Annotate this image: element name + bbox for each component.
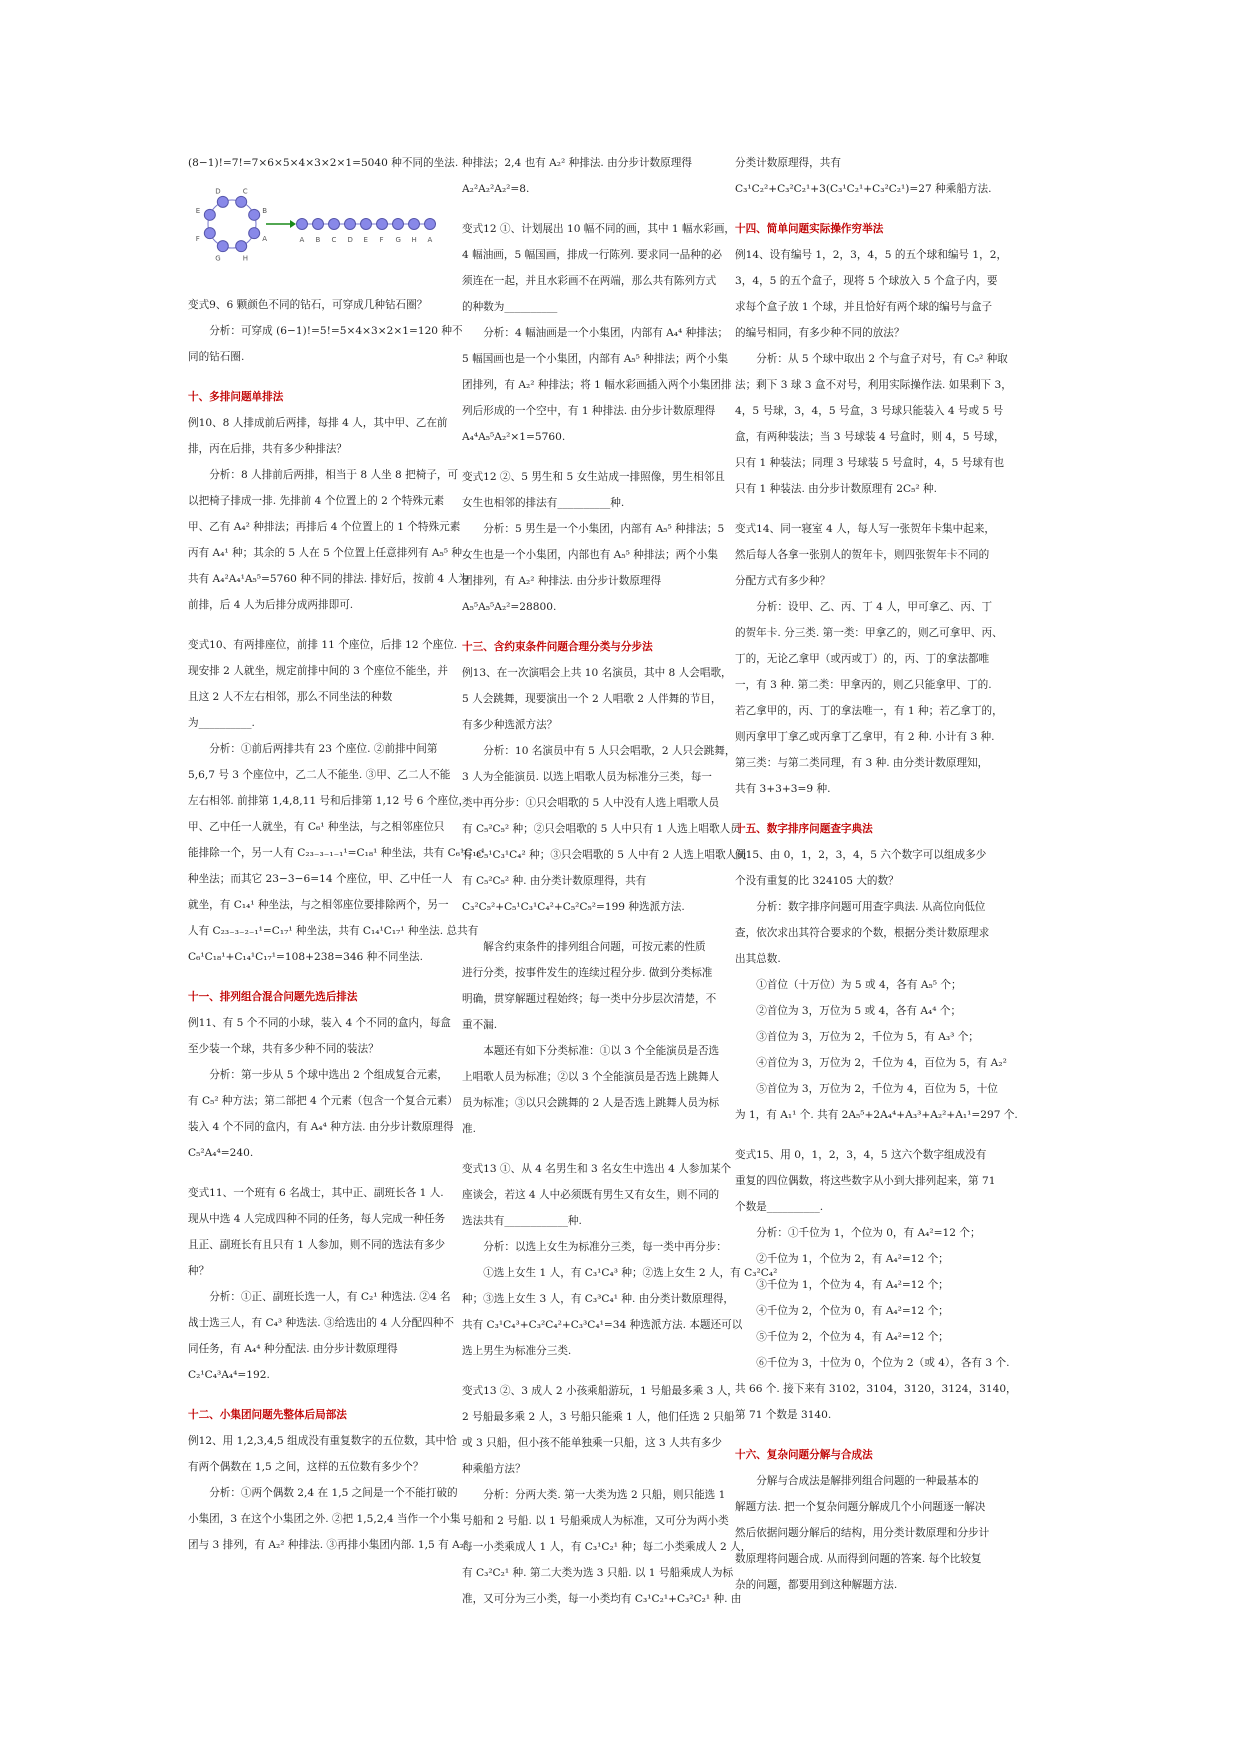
spacer (462, 1142, 734, 1156)
section-heading: 十三、含约束条件问题合理分类与分步法 (462, 641, 653, 653)
text-line: 盒，有两种装法；当 3 号球装 4 号盒时，则 4，5 号球， (735, 431, 1005, 443)
text-line: 装入 4 个不同的盒内，有 A₄⁴ 种方法. 由分步计数原理得 (188, 1121, 454, 1133)
spacer (462, 450, 734, 464)
spacer (462, 202, 734, 216)
spacer (462, 1364, 734, 1378)
bead-label: B (262, 207, 268, 216)
text-line: 分析：8 人排前后两排，相当于 8 人坐 8 把椅子，可 (209, 469, 459, 481)
text-line: 的编号相同，有多少种不同的放法？ (735, 327, 905, 339)
text-line: 变式13 ①、从 4 名男生和 3 名女生中选出 4 人参加某个 (462, 1163, 732, 1175)
text-line: 数原理将问题合成. 从而得到问题的答案. 每个比较复 (735, 1553, 982, 1565)
text-line: 至少装一个球，共有多少种不同的装法？ (188, 1043, 379, 1055)
text-line: 同的钻石圈. (188, 351, 245, 363)
text-line: ②首位为 3，万位为 5 或 4，各有 A₄⁴ 个； (756, 1005, 962, 1017)
text-line: 分配方式有多少种？ (735, 575, 831, 587)
text-line: 变式15、用 0，1，2，3，4，5 这六个数字组成没有 (735, 1149, 987, 1161)
chain-bead (297, 219, 308, 230)
text-line: 明确，贯穿解题过程始终；每一类中分步层次清楚，不 (462, 993, 717, 1005)
text-line: 分析：5 男生是一个小集团，内部有 A₅⁵ 种排法；5 (483, 523, 725, 535)
text-line: 或 3 只船，但小孩不能单独乘一只船，这 3 人共有多少 (462, 1437, 723, 1449)
text-line: 例15、由 0，1，2，3，4，5 六个数字可以组成多少 (735, 849, 987, 861)
text-line: A₂²A₂²A₂²=8. (462, 183, 530, 195)
text-line: 列后形成的一个空中，有 1 种排法. 由分步计数原理得 (462, 405, 716, 417)
text-line: 重不漏. (462, 1019, 498, 1031)
chain-label: G (395, 236, 401, 244)
text-line: 变式9、6 颗颜色不同的钻石，可穿成几种钻石圈？ (188, 299, 428, 311)
text-line: C₃²C₅²+C₅¹C₃¹C₄²+C₅²C₅²=199 种选派方法. (462, 901, 685, 913)
text-line: 上唱歌人员为标准；②以 3 个全能演员是否选上跳舞人 (462, 1071, 720, 1083)
text-line: 能排除一个，另一人有 C₂₃₋₃₋₁₋₁¹=C₁₈¹ 种坐法，共有 C₆¹C₁₈¹ (188, 847, 486, 859)
text-line: 只有 1 种装法. 由分步计数原理有 2C₅² 种. (735, 483, 937, 495)
text-line: 2 号船最多乘 2 人，3 号船只能乘 1 人，他们任选 2 只船 (462, 1411, 735, 1423)
text-line: 本题还有如下分类标准：①以 3 个全能演员是否选 (483, 1045, 720, 1057)
text-line: 个数是__________. (735, 1201, 824, 1213)
text-line: 例10、8 人排成前后两排，每排 4 人，其中甲、乙在前 (188, 417, 448, 429)
bead-label: A (262, 234, 268, 243)
text-line: 有 C₅²C₅² 种；②只会唱歌的 5 人中只有 1 人选上唱歌人员 (462, 823, 741, 835)
text-line: 分析：从 5 个球中取出 2 个与盒子对号，有 C₅² 种取 (756, 353, 1008, 365)
text-line: 例14、设有编号 1，2，3，4，5 的五个球和编号 1，2， (735, 249, 1008, 261)
text-line: 变式13 ②、3 成人 2 小孩乘船游玩，1 号船最多乘 3 人， (462, 1385, 738, 1397)
chain-bead (377, 219, 388, 230)
text-line: 共 66 个. 接下来有 3102，3104，3120，3124，3140， (735, 1383, 1017, 1395)
text-line: 解含约束条件的排列组合问题，可按元素的性质 (483, 941, 706, 953)
chain-label: F (379, 236, 384, 244)
text-line: 法；剩下 3 球 3 盒不对号，利用实际操作法. 如果剩下 3， (735, 379, 1012, 391)
text-line: 查，依次求出其符合要求的个数，根据分类计数原理求 (735, 927, 990, 939)
chain-bead (425, 219, 436, 230)
chain-bead (409, 219, 420, 230)
text-line: 分析：数字排序问题可用查字典法. 从高位向低位 (756, 901, 986, 913)
chain-label: B (315, 236, 321, 244)
section-heading: 十四、简单问题实际操作穷举法 (735, 223, 884, 235)
text-line: ⑥千位为 3，十位为 0，个位为 2（或 4），各有 3 个. (756, 1357, 1010, 1369)
text-line: 且这 2 人不左右相邻，那么不同坐法的种数 (188, 691, 393, 703)
text-line: 左右相邻. 前排第 1,4,8,11 号和后排第 1,12 号 6 个座位， (188, 795, 470, 807)
text-line: 解题方法. 把一个复杂问题分解成几个小问题逐一解决 (735, 1501, 986, 1513)
bead (204, 209, 215, 220)
text-line: A₅⁵A₅⁵A₂²=28800. (462, 601, 557, 613)
text-line: C₃¹C₂²+C₃²C₂¹+3(C₃¹C₂¹+C₃²C₂¹)=27 种乘船方法. (735, 183, 992, 195)
text-line: 类中再分步：①只会唱歌的 5 人中没有人选上唱歌人员 (462, 797, 720, 809)
text-line: 选上男生为标准分三类. (462, 1345, 572, 1357)
text-line: 分类计数原理得，共有 (735, 157, 841, 169)
chain-bead (329, 219, 340, 230)
text-line: 分解与合成法是解排列组合问题的一种最基本的 (756, 1475, 979, 1487)
text-line: 分析：①正、副班长选一人，有 C₂¹ 种选法. ②4 名 (209, 1291, 451, 1303)
text-line: 杂的问题，都要用到这种解题方法. (735, 1579, 898, 1591)
text-line: 3，4，5 的五个盒子，现将 5 个球放入 5 个盒子内，要 (735, 275, 998, 287)
text-line: 为__________. (188, 717, 255, 729)
text-line: ④首位为 3，万位为 2，千位为 4，百位为 5，有 A₂² (756, 1057, 1007, 1069)
text-line: 分析：可穿成 (6−1)!=5!=5×4×3×2×1=120 种不 (209, 325, 463, 337)
text-line: 号船和 2 号船. 以 1 号船乘成人为标准，又可分为两小类 (462, 1515, 729, 1527)
spacer (735, 1428, 1013, 1442)
text-line: 分析：①千位为 1，个位为 0，有 A₄²=12 个； (756, 1227, 981, 1239)
text-line: ⑤首位为 3，万位为 2，千位为 4，百位为 5，十位 (756, 1083, 998, 1095)
bead (204, 228, 215, 239)
text-line: C₆¹C₁₈¹+C₁₄¹C₁₇¹=108+238=346 种不同坐法. (188, 951, 424, 963)
text-line: 种；③选上女生 3 人，有 C₃³C₄¹ 种. 由分类计数原理得， (462, 1293, 735, 1305)
text-line: 求每个盒子放 1 个球，并且恰好有两个球的编号与盒子 (735, 301, 993, 313)
text-line: 个没有重复的比 324105 大的数？ (735, 875, 899, 887)
text-line: 为 1，有 A₁¹ 个. 共有 2A₅⁵+2A₄⁴+A₃³+A₂²+A₁¹=297 个. (735, 1109, 1018, 1121)
text-line: 共有 C₃¹C₄³+C₃²C₄²+C₃³C₄¹=34 种选派方法. 本题还可以 (462, 1319, 743, 1331)
text-line: 3 人为全能演员. 以选上唱歌人员为标准分三类，每一 (462, 771, 712, 783)
text-line: 团与 3 排列，有 A₂² 种排法. ③再排小集团内部. 1,5 有 A₂² (188, 1539, 469, 1551)
chain-label: C (331, 236, 337, 244)
bead (236, 196, 247, 207)
text-line: 分析：分两大类. 第一大类为选 2 只船，则只能选 1 (483, 1489, 726, 1501)
text-line: 第 71 个数是 3140. (735, 1409, 832, 1421)
text-line: 的种数为__________ (462, 301, 558, 313)
bead-label: G (215, 254, 221, 263)
text-line: 5,6,7 号 3 个座位中，乙二人不能坐. ③甲、乙二人不能 (188, 769, 451, 781)
text-line: 准. (462, 1123, 476, 1135)
text-line: 变式12 ②、5 男生和 5 女生站成一排照像，男生相邻且 (462, 471, 725, 483)
text-line: 共有 A₄²A₄¹A₅⁵=5760 种不同的排法. 排好后，按前 4 人为 (188, 573, 469, 585)
text-line: 变式12 ①、计划展出 10 幅不同的画，其中 1 幅水彩画， (462, 223, 736, 235)
spacer (735, 202, 1013, 216)
chain-label: E (363, 236, 368, 244)
text-line: 例11、有 5 个不同的小球，装入 4 个不同的盒内，每盒 (188, 1017, 451, 1029)
text-line: 种坐法；而其它 23−3−6=14 个座位，甲、乙中任一人 (188, 873, 453, 885)
text-line: 前排，后 4 人为后排分成两排即可. (188, 599, 354, 611)
text-line: 有 C₅² 种方法；第二部把 4 个元素（包含一个复合元素） (188, 1095, 458, 1107)
text-line: 变式11、一个班有 6 名战士，其中正、副班长各 1 人. (188, 1187, 444, 1199)
text-line: 有 C₃²C₂¹ 种. 第二大类为选 3 只船. 以 1 号船乘成人为标 (462, 1567, 734, 1579)
text-line: 一，有 3 种. 第二类：甲拿丙的，则乙只能拿甲、丁的. (735, 679, 992, 691)
bead (249, 228, 260, 239)
text-line: 变式10、有两排座位，前排 11 个座位，后排 12 个座位. (188, 639, 458, 651)
text-line: 女生也相邻的排法有__________种. (462, 497, 625, 509)
text-line: 种排法；2,4 也有 A₂² 种排法. 由分步计数原理得 (462, 157, 692, 169)
text-line: 小集团，3 在这个小集团之外. ②把 1,5,2,4 当作一个小集 (188, 1513, 461, 1525)
chain-label: A (299, 236, 305, 244)
text-line: 甲、乙有 A₄² 种排法；再排后 4 个位置上的 1 个特殊元素 (188, 521, 461, 533)
text-line: 只有 1 种装法；同理 3 号球装 5 号盒时，4，5 号球有也 (735, 457, 1005, 469)
text-line: 4 幅油画，5 幅国画，排成一行陈列. 要求同一品种的必 (462, 249, 723, 261)
text-line: 同任务，有 A₄⁴ 种分配法. 由分步计数原理得 (188, 1343, 398, 1355)
text-line: C₅²A₄⁴=240. (188, 1147, 254, 1159)
text-line: 分析：设甲、乙、丙、丁 4 人，甲可拿乙、丙、丁 (756, 601, 993, 613)
text-line: 员为标准；③以只会跳舞的 2 人是否选上跳舞人员为标 (462, 1097, 720, 1109)
text-line: 丁的，无论乙拿甲（或丙或丁）的，丙、丁的拿法都唯 (735, 653, 990, 665)
bead (217, 241, 228, 252)
spacer (188, 1166, 462, 1180)
text-line: 进行分类，按事件发生的连续过程分步. 做到分类标准 (462, 967, 713, 979)
text-line: 有两个偶数在 1,5 之间，这样的五位数有多少个？ (188, 1461, 424, 1473)
text-line: 座谈会，若这 4 人中必须既有男生又有女生，则不同的 (462, 1189, 720, 1201)
text-line: 团排列，有 A₂² 种排法；将 1 幅水彩画插入两个小集团排 (462, 379, 732, 391)
text-line: 分析：4 幅油画是一个小集团，内部有 A₄⁴ 种排法； (483, 327, 729, 339)
chain-label: A (427, 236, 433, 244)
text-line: 分析：以选上女生为标准分三类，每一类中再分步： (483, 1241, 727, 1253)
text-line: ③首位为 3，万位为 2，千位为 5，有 A₃³ 个； (756, 1031, 979, 1043)
text-line: 例13、在一次演唱会上共 10 名演员，其中 8 人会唱歌， (462, 667, 732, 679)
text-line: ⑤千位为 2，个位为 4，有 A₄²=12 个； (756, 1331, 949, 1343)
arrow-head (290, 220, 296, 228)
text-line: 5 幅国画也是一个小集团，内部有 A₅⁵ 种排法；两个小集 (462, 353, 729, 365)
bead-label: E (195, 207, 201, 216)
necklace-ring (208, 200, 256, 248)
text-line: 排，丙在后排，共有多少种排法？ (188, 443, 347, 455)
spacer (188, 1388, 462, 1402)
bead-label: F (195, 234, 200, 243)
section-heading: 十、多排问题单排法 (188, 391, 284, 403)
text-line: 种乘船方法？ (462, 1463, 526, 1475)
chain-bead (393, 219, 404, 230)
text-line: ④千位为 2，个位为 0，有 A₄²=12 个； (756, 1305, 949, 1317)
bead-label: C (242, 187, 248, 196)
text-line: 例12、用 1,2,3,4,5 组成没有重复数字的五位数，其中恰 (188, 1435, 457, 1447)
chain-label: H (411, 236, 417, 244)
text-line: 丙有 A₄¹ 种；其余的 5 人在 5 个位置上任意排列有 A₅⁵ 种. (188, 547, 466, 559)
spacer (188, 618, 462, 632)
text-line: (8−1)!=7!=7×6×5×4×3×2×1=5040 种不同的坐法. (188, 157, 459, 169)
text-line: 有 C₅¹C₃¹C₄² 种；③只会唱歌的 5 人中有 2 人选上唱歌人员 (462, 849, 747, 861)
text-line: 人有 C₂₃₋₃₋₂₋₁¹=C₁₇¹ 种坐法，共有 C₁₄¹C₁₇¹ 种坐法. 总共有 (188, 925, 479, 937)
text-line: 须连在一起，并且水彩画不在两端，那么共有陈列方式 (462, 275, 717, 287)
bead-necklace-diagram (188, 184, 448, 280)
section-heading: 十二、小集团问题先整体后局部法 (188, 1409, 347, 1421)
text-line: 女生也是一个小集团，内部也有 A₅⁵ 种排法；两个小集 (462, 549, 718, 561)
chain-bead (313, 219, 324, 230)
text-line: 然后依据问题分解后的结构，用分类计数原理和分步计 (735, 1527, 990, 1539)
spacer (735, 802, 1013, 816)
text-line: 变式14、同一寝室 4 人，每人写一张贺年卡集中起来， (735, 523, 996, 535)
bead-label: H (242, 254, 249, 263)
text-line: 团排列，有 A₂² 种排法. 由分步计数原理得 (462, 575, 662, 587)
text-line: 然后每人各拿一张别人的贺年卡，则四张贺年卡不同的 (735, 549, 990, 561)
text-line: ①首位（十万位）为 5 或 4，各有 A₅⁵ 个； (756, 979, 962, 991)
text-line: ②千位为 1，个位为 2，有 A₄²=12 个； (756, 1253, 949, 1265)
text-line: 现安排 2 人就坐，规定前排中间的 3 个座位不能坐，并 (188, 665, 449, 677)
text-line: 共有 3+3+3=9 种. (735, 783, 831, 795)
text-line: 就坐，有 C₁₄¹ 种坐法，与之相邻座位要排除两个，另一 (188, 899, 449, 911)
text-line: 现从中选 4 人完成四种不同的任务，每人完成一种任务 (188, 1213, 446, 1225)
text-line: 种？ (188, 1265, 210, 1277)
text-line: 选法共有____________种. (462, 1215, 582, 1227)
chain-label: D (347, 236, 353, 244)
text-line: 准，又可分为三小类，每一小类均有 C₃¹C₂¹+C₃²C₂¹ 种. 由 (462, 1593, 742, 1605)
bead-label: D (215, 187, 221, 196)
bead (217, 196, 228, 207)
text-line: 有 C₅²C₅² 种. 由分类计数原理得，共有 (462, 875, 647, 887)
text-line: 分析：①两个偶数 2,4 在 1,5 之间是一个不能打破的 (209, 1487, 458, 1499)
text-line: 4，5 号球，3，4，5 号盒，3 号球只能装入 4 号或 5 号 (735, 405, 1004, 417)
text-line: 第三类：与第二类同理，有 3 种. 由分类计数原理知， (735, 757, 989, 769)
section-heading: 十一、排列组合混合问题先选后排法 (188, 991, 358, 1003)
spacer (462, 920, 734, 934)
text-line: 甲、乙中任一人就坐，有 C₆¹ 种坐法，与之相邻座位只 (188, 821, 445, 833)
spacer (188, 970, 462, 984)
text-line: ③千位为 1，个位为 4，有 A₄²=12 个； (756, 1279, 949, 1291)
spacer (462, 620, 734, 634)
chain-bead (345, 219, 356, 230)
section-heading: 十六、复杂问题分解与合成法 (735, 1449, 873, 1461)
bead (249, 209, 260, 220)
text-line: 重复的四位偶数，将这些数字从小到大排列起来，第 71 (735, 1175, 996, 1187)
bead (236, 241, 247, 252)
text-line: 若乙拿甲的，丙、丁的拿法唯一，有 1 种；若乙拿丁的， (735, 705, 1003, 717)
text-line: 分析：第一步从 5 个球中选出 2 个组成复合元素， (209, 1069, 449, 1081)
text-line: 有多少种选派方法？ (462, 719, 558, 731)
chain-bead (361, 219, 372, 230)
text-line: ①选上女生 1 人，有 C₃¹C₄³ 种；②选上女生 2 人，有 C₃²C₄² (483, 1267, 778, 1279)
text-line: 分析：①前后两排共有 23 个座位. ②前排中间第 (209, 743, 438, 755)
text-line: C₂¹C₄³A₄⁴=192. (188, 1369, 270, 1381)
text-line: 则丙拿甲丁拿乙或丙拿丁乙拿甲，有 2 种. 小计有 3 种. (735, 731, 995, 743)
spacer (735, 1128, 1013, 1142)
text-line: 每一小类乘成人 1 人，有 C₃¹C₂¹ 种；每二小类乘成人 2 人， (462, 1541, 752, 1553)
text-line: 出其总数. (735, 953, 781, 965)
spacer (735, 502, 1013, 516)
text-line: 5 人会跳舞，现要演出一个 2 人唱歌 2 人伴舞的节目， (462, 693, 722, 705)
text-line: 的贺年卡. 分三类. 第一类：甲拿乙的，则乙可拿甲、丙、 (735, 627, 1003, 639)
spacer (188, 370, 462, 384)
text-line: 分析：10 名演员中有 5 人只会唱歌，2 人只会跳舞， (483, 745, 736, 757)
text-line: 以把椅子排成一排. 先排前 4 个位置上的 2 个特殊元素 (188, 495, 445, 507)
text-line: A₄⁴A₅⁵A₂²×1=5760. (462, 431, 566, 443)
text-line: 战士选三人，有 C₄³ 种选法. ③给选出的 4 人分配四种不 (188, 1317, 455, 1329)
column-right (735, 150, 1018, 1598)
text-line: 且正、副班长有且只有 1 人参加，则不同的选法有多少 (188, 1239, 446, 1251)
section-heading: 十五、数字排序问题查字典法 (735, 823, 873, 835)
